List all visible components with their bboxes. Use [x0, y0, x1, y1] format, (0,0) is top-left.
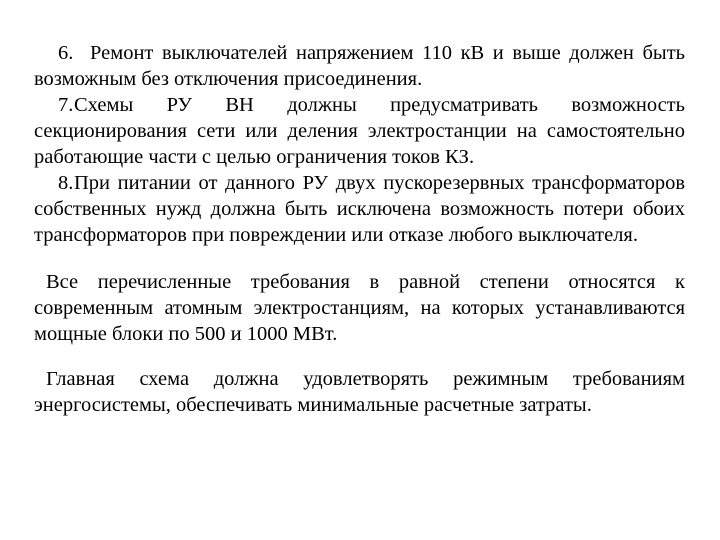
document-page: [34, 40, 685, 418]
item-text: При питании от данного РУ двух пускорезервных трансформаторов собственных нужд должна быть исключена возможность потери обоих трансформаторов при повреждении или отказе любого выключателя.: [34, 172, 685, 246]
list-item-6: [34, 40, 685, 92]
item-number: 6.: [58, 42, 74, 64]
item-text: Схемы РУ ВН должны предусматривать возможность секционирования сети или деления электростанции на самостоятельно работающие части с целью ограничения токов КЗ.: [34, 94, 685, 168]
item-text: Ремонт выключателей напряжением 110 кВ и выше должен быть возможным без отключения присоединения.: [34, 42, 685, 90]
item-number: 7.: [58, 94, 74, 116]
item-number: 8.: [58, 172, 74, 194]
paragraph-spacer: [34, 248, 685, 269]
paragraph-spacer: [34, 347, 685, 366]
paragraph-main-scheme: Главная схема должна удовлетворять режимным требованиям энергосистемы, обеспечивать минимальные расчетные затраты.: [34, 368, 685, 416]
paragraph-requirements: Все перечисленные требования в равной степени относятся к современным атомным электростанциям, на которых устанавливаются мощные блоки по 500 и 1000 МВт.: [34, 271, 685, 345]
list-item-7: [34, 92, 685, 170]
list-item-8: [34, 170, 685, 248]
